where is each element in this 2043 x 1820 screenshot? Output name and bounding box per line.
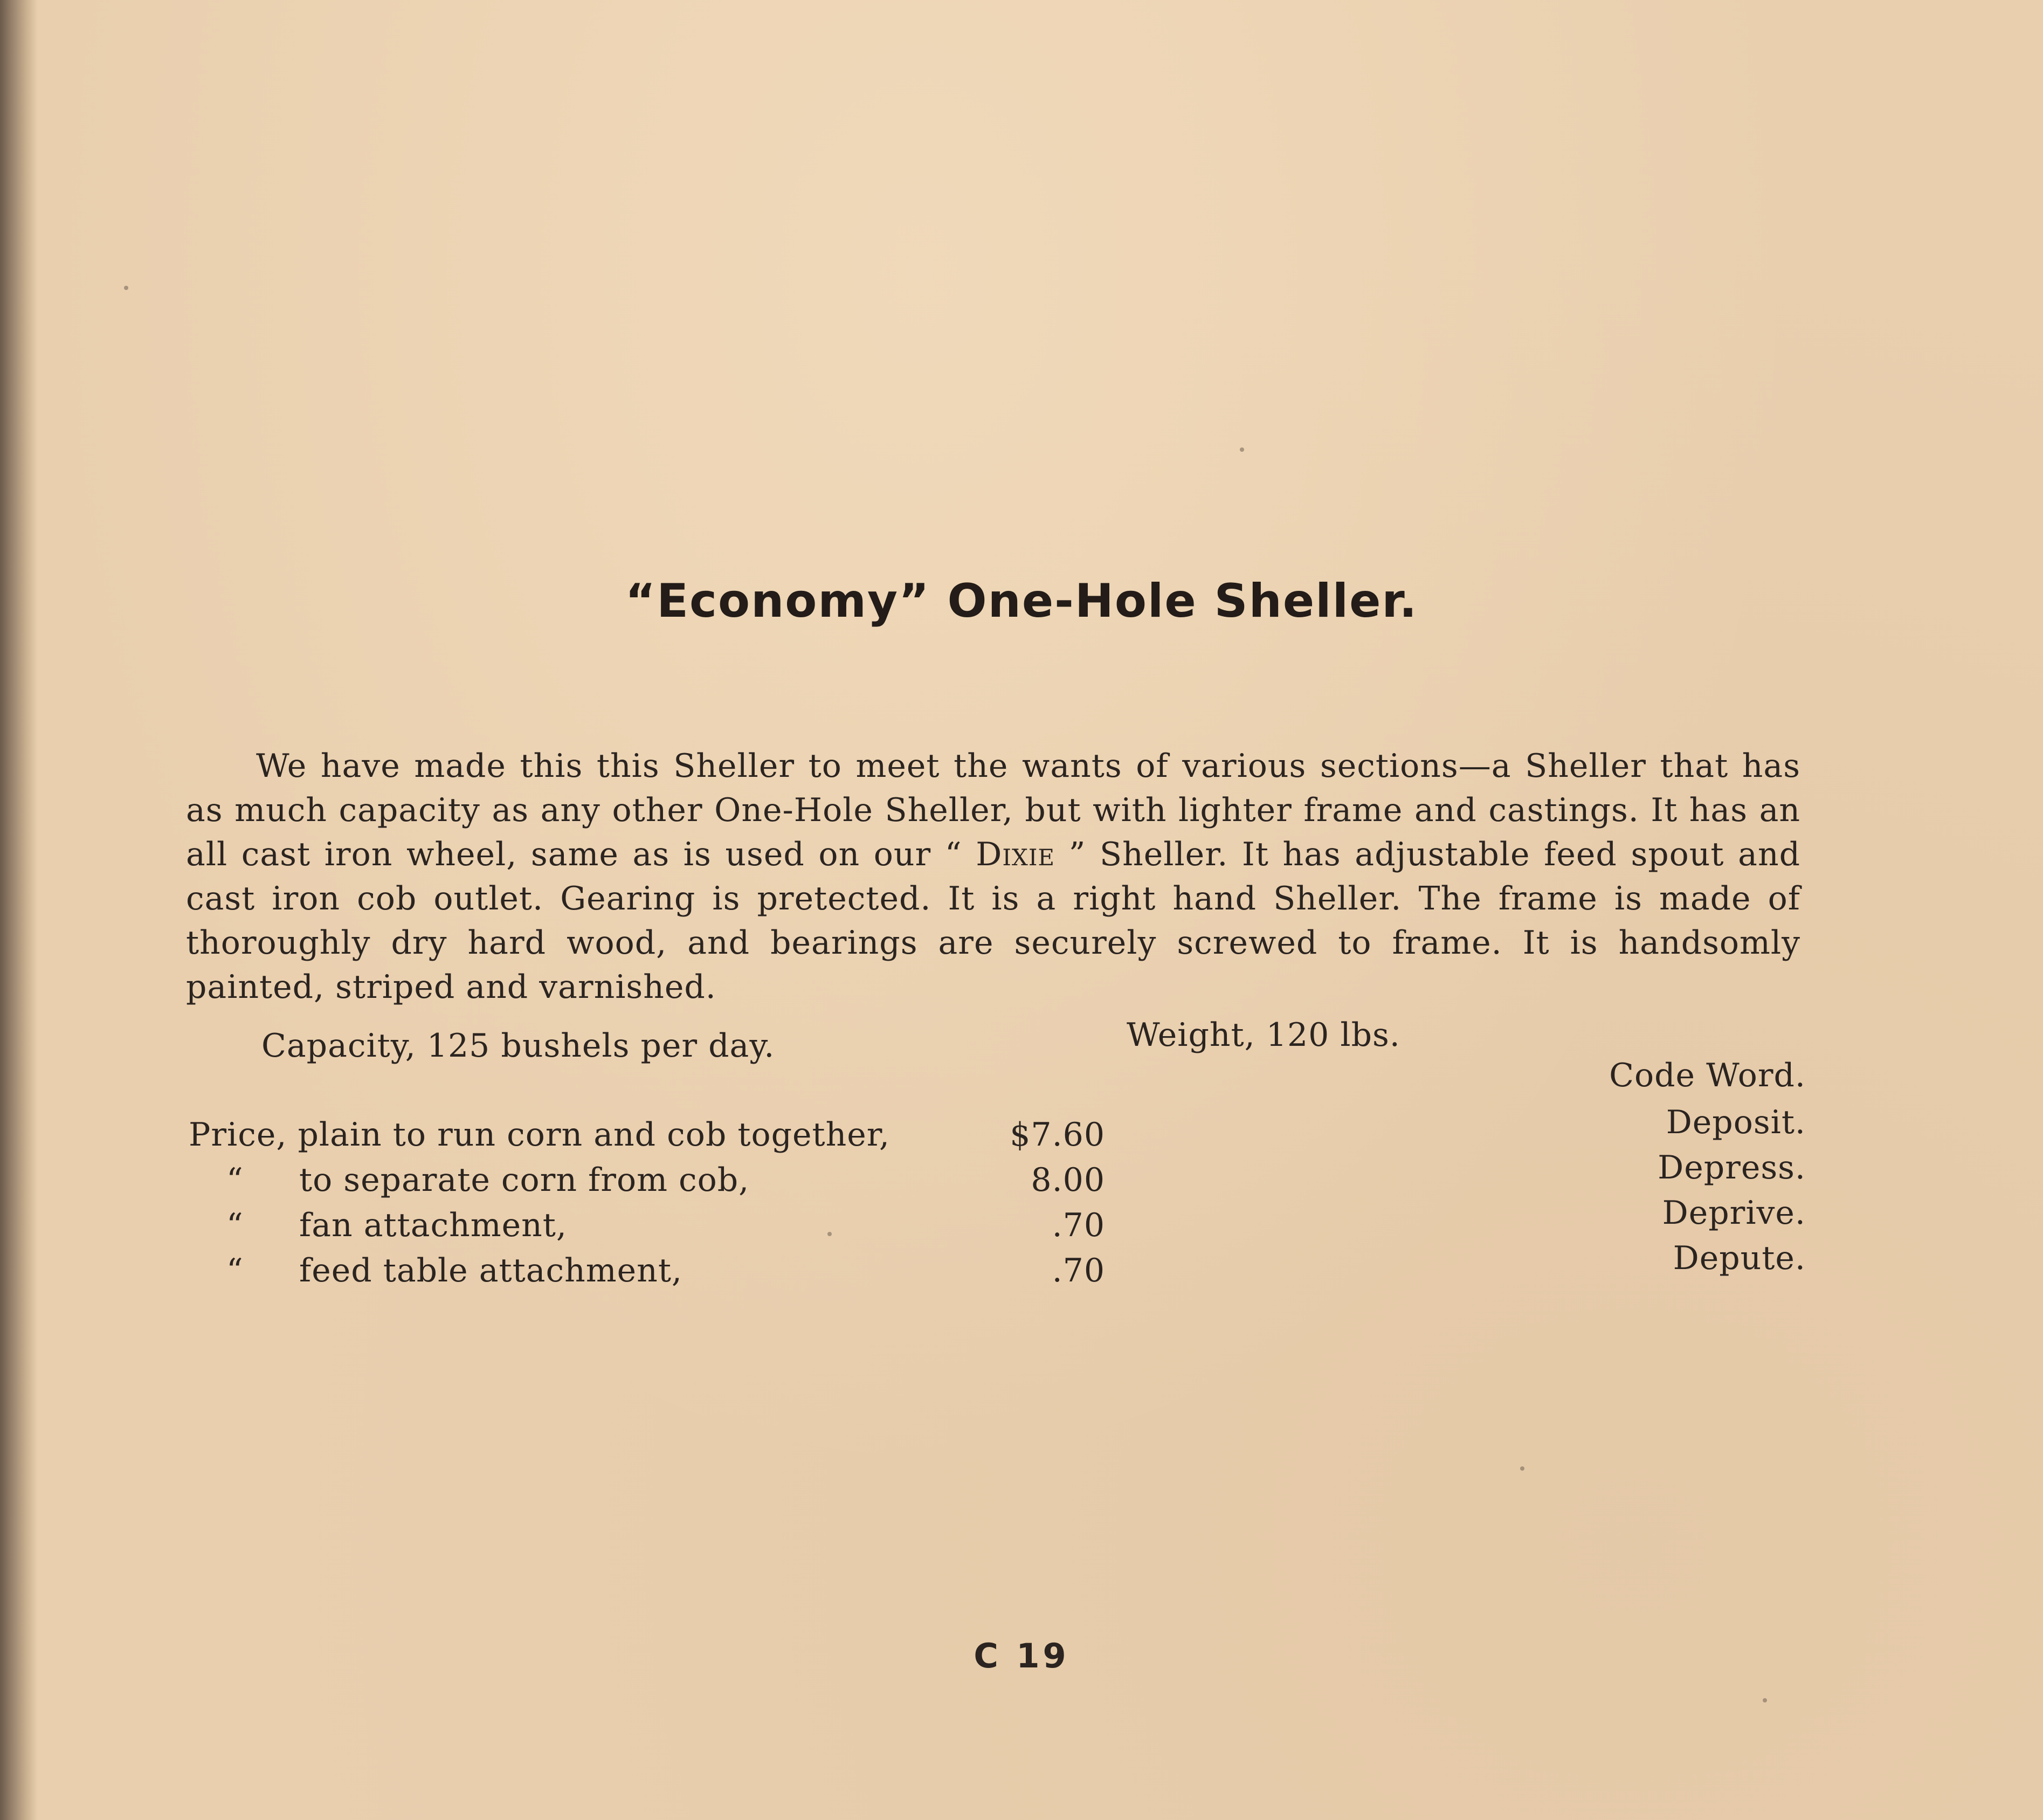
price-amount: 8.00 bbox=[1031, 1161, 1105, 1199]
ditto-mark: “ bbox=[226, 1207, 244, 1244]
paragraph-text-part-1: We have made this this Sheller to meet the wants of various sections—a Sheller that has as much capacity as any other One-Hole Sheller, but with lighter frame and castings. It has an all cast iron wheel, same as is used on our “ bbox=[186, 747, 1800, 873]
ditto-mark: “ bbox=[226, 1161, 244, 1199]
price-row bbox=[189, 1116, 1105, 1161]
price-row bbox=[189, 1161, 1105, 1207]
price-item: fan attachment, bbox=[299, 1207, 567, 1244]
price-amount: $7.60 bbox=[1010, 1116, 1105, 1154]
description-paragraph bbox=[186, 744, 1800, 1009]
price-item: to separate corn from cob, bbox=[299, 1161, 750, 1199]
price-item: feed table attachment, bbox=[299, 1252, 683, 1290]
paper-speck bbox=[124, 286, 128, 290]
capacity-text: Capacity, 125 bushels per day. bbox=[261, 1027, 775, 1065]
price-list bbox=[189, 1116, 1105, 1297]
page-number: C 19 bbox=[974, 1636, 1069, 1676]
paper-speck bbox=[1520, 1466, 1524, 1471]
price-row bbox=[189, 1252, 1105, 1297]
code-word: Depute. bbox=[1673, 1239, 1806, 1277]
price-item: Price, plain to run corn and cob together, bbox=[189, 1116, 890, 1154]
code-word: Depress. bbox=[1658, 1149, 1806, 1187]
paragraph-text-part-2: ” Sheller. It has adjustable feed spout and cast iron cob outlet. Gearing is pretected. It is a right hand Sheller. The frame is made of thoroughly dry hard wood, and bearings are securely screwed to frame. It is handsomly painted, striped and varnished. bbox=[186, 836, 1800, 1006]
code-word: Deprive. bbox=[1662, 1194, 1806, 1232]
code-word: Deposit. bbox=[1666, 1104, 1806, 1141]
weight-text: Weight, 120 lbs. bbox=[1127, 1016, 1400, 1054]
code-word-header: Code Word. bbox=[1609, 1057, 1806, 1094]
paper-speck bbox=[827, 1232, 832, 1236]
price-amount: .70 bbox=[1052, 1252, 1105, 1290]
code-word-list bbox=[1658, 1100, 1806, 1281]
price-amount: .70 bbox=[1052, 1207, 1105, 1244]
page-title: “Economy” One-Hole Sheller. bbox=[625, 574, 1418, 628]
ditto-mark: “ bbox=[226, 1252, 244, 1290]
paper-speck bbox=[1240, 447, 1244, 452]
price-row bbox=[189, 1207, 1105, 1252]
paper-speck bbox=[1763, 1698, 1767, 1702]
brand-name-dixie: Dixie bbox=[976, 836, 1055, 873]
